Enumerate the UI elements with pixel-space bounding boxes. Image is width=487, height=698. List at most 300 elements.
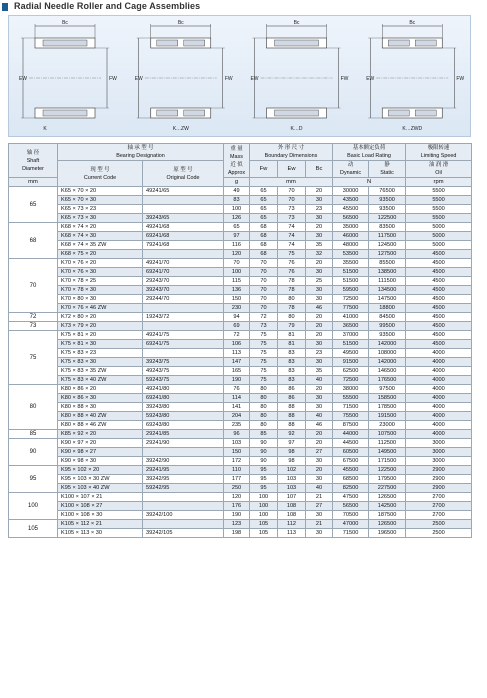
oil-speed-cell: 2500 bbox=[406, 529, 472, 538]
static-load-cell: 112500 bbox=[369, 439, 406, 448]
fw-cell: 75 bbox=[250, 376, 278, 385]
mass-cell: 230 bbox=[224, 304, 250, 313]
oil-speed-cell: 4000 bbox=[406, 349, 472, 358]
table-row bbox=[9, 421, 472, 430]
bc-cell: 20 bbox=[306, 223, 333, 232]
fw-cell: 75 bbox=[250, 340, 278, 349]
shaft-diameter-cell: 72 bbox=[9, 313, 58, 322]
needle-roller bbox=[275, 40, 319, 46]
fw-cell: 105 bbox=[250, 520, 278, 529]
dynamic-load-cell: 43500 bbox=[333, 196, 369, 205]
table-row bbox=[9, 529, 472, 538]
shaft-diameter-cell: 85 bbox=[9, 430, 58, 439]
current-code-cell: K72 × 80 × 20 bbox=[58, 313, 143, 322]
ew-cell: 80 bbox=[278, 313, 306, 322]
current-code-cell: K70 × 80 × 30 bbox=[58, 295, 143, 304]
bc-cell: 20 bbox=[306, 313, 333, 322]
static-load-cell: 179500 bbox=[369, 475, 406, 484]
fw-cell: 80 bbox=[250, 394, 278, 403]
original-code-cell: 39243/65 bbox=[143, 214, 224, 223]
mass-cell: 49 bbox=[224, 187, 250, 196]
dynamic-load-cell: 82500 bbox=[333, 484, 369, 493]
shaft-diameter-cell: 68 bbox=[9, 223, 58, 259]
needle-roller bbox=[184, 110, 205, 116]
mass-cell: 116 bbox=[224, 241, 250, 250]
bc-cell: 20 bbox=[306, 385, 333, 394]
mass-cell: 70 bbox=[224, 259, 250, 268]
original-code-cell: 39242/95 bbox=[143, 475, 224, 484]
shaft-diameter-cell: 80 bbox=[9, 385, 58, 430]
fw-cell: 100 bbox=[250, 502, 278, 511]
bc-cell: 30 bbox=[306, 358, 333, 367]
static-load-cell: 187500 bbox=[369, 511, 406, 520]
dynamic-load-cell: 71500 bbox=[333, 403, 369, 412]
static-load-cell: 99500 bbox=[369, 322, 406, 331]
load-header-en: Basic Load Rating bbox=[347, 153, 391, 159]
speed-unit: rpm bbox=[406, 178, 472, 187]
dynamic-load-cell: 45500 bbox=[333, 466, 369, 475]
ew-cell: 76 bbox=[278, 259, 306, 268]
current-code-cell: K65 × 70 × 20 bbox=[58, 187, 143, 196]
ew-cell: 74 bbox=[278, 241, 306, 250]
fw-header: Fw bbox=[250, 161, 278, 178]
mass-cell: 165 bbox=[224, 367, 250, 376]
static-load-cell: 97500 bbox=[369, 385, 406, 394]
bc-cell: 20 bbox=[306, 187, 333, 196]
mass-cell: 204 bbox=[224, 412, 250, 421]
dynamic-load-cell: 87500 bbox=[333, 421, 369, 430]
bc-cell: 23 bbox=[306, 349, 333, 358]
mass-cell: 65 bbox=[224, 223, 250, 232]
current-code-cell: K100 × 108 × 27 bbox=[58, 502, 143, 511]
static-load-cell: 126500 bbox=[369, 520, 406, 529]
dynamic-load-cell: 45500 bbox=[333, 205, 369, 214]
fw-cell: 65 bbox=[250, 205, 278, 214]
table-row bbox=[9, 331, 472, 340]
static-load-cell: 142000 bbox=[369, 358, 406, 367]
oil-speed-cell: 2700 bbox=[406, 502, 472, 511]
original-code-cell bbox=[143, 196, 224, 205]
original-code-cell bbox=[143, 322, 224, 331]
mass-cell: 126 bbox=[224, 214, 250, 223]
current-code-cell: K68 × 74 × 20 bbox=[58, 223, 143, 232]
mass-cell: 136 bbox=[224, 286, 250, 295]
load-unit: N bbox=[333, 178, 406, 187]
table-row bbox=[9, 385, 472, 394]
mass-cell: 72 bbox=[224, 331, 250, 340]
bc-cell: 32 bbox=[306, 250, 333, 259]
ew-cell: 113 bbox=[278, 529, 306, 538]
oil-speed-cell: 2900 bbox=[406, 484, 472, 493]
dynamic-load-cell: 60500 bbox=[333, 448, 369, 457]
static-load-cell: 171500 bbox=[369, 457, 406, 466]
oil-speed-cell: 4500 bbox=[406, 259, 472, 268]
dynamic-load-cell: 51500 bbox=[333, 277, 369, 286]
ew-cell: 74 bbox=[278, 223, 306, 232]
diagram-caption: K bbox=[43, 126, 47, 132]
table-row bbox=[9, 250, 472, 259]
original-code-cell: 69243/80 bbox=[143, 421, 224, 430]
oil-speed-cell: 5500 bbox=[406, 214, 472, 223]
table-row bbox=[9, 196, 472, 205]
dynamic-load-cell: 59500 bbox=[333, 286, 369, 295]
oil-speed-cell: 4500 bbox=[406, 340, 472, 349]
mass-header-en1: Mass bbox=[230, 153, 243, 160]
ew-cell: 78 bbox=[278, 286, 306, 295]
fw-cell: 90 bbox=[250, 448, 278, 457]
static-load-cell: 146500 bbox=[369, 367, 406, 376]
current-code-cell: K70 × 76 × 30 bbox=[58, 268, 143, 277]
oil-speed-cell: 4000 bbox=[406, 385, 472, 394]
mass-cell: 150 bbox=[224, 295, 250, 304]
static-load-cell: 191500 bbox=[369, 412, 406, 421]
current-code-cell: K70 × 78 × 25 bbox=[58, 277, 143, 286]
fw-cell: 68 bbox=[250, 232, 278, 241]
original-code-cell: 19243/72 bbox=[143, 313, 224, 322]
oil-header bbox=[406, 161, 472, 178]
table-row bbox=[9, 313, 472, 322]
bc-cell: 35 bbox=[306, 241, 333, 250]
static-load-cell: 76500 bbox=[369, 187, 406, 196]
needle-roller bbox=[415, 110, 436, 116]
table-row bbox=[9, 340, 472, 349]
table-row bbox=[9, 223, 472, 232]
fw-label: FW bbox=[340, 76, 349, 82]
mass-cell: 177 bbox=[224, 475, 250, 484]
current-code-cell: K95 × 103 × 40 ZW bbox=[58, 484, 143, 493]
current-code-cell: K68 × 74 × 35 ZW bbox=[58, 241, 143, 250]
dynamic-load-cell: 72500 bbox=[333, 376, 369, 385]
ew-cell: 102 bbox=[278, 466, 306, 475]
ew-cell: 88 bbox=[278, 421, 306, 430]
shaft-diameter-cell: 75 bbox=[9, 331, 58, 385]
ew-header: Ew bbox=[278, 161, 306, 178]
table-row bbox=[9, 205, 472, 214]
table-row bbox=[9, 322, 472, 331]
original-code-cell: 49241/75 bbox=[143, 331, 224, 340]
mass-cell: 235 bbox=[224, 421, 250, 430]
fw-cell: 70 bbox=[250, 259, 278, 268]
oil-header-cn: 油 润 滑 bbox=[428, 162, 449, 168]
static-load-cell: 178500 bbox=[369, 403, 406, 412]
diagram-caption: K…ZW bbox=[172, 126, 189, 132]
fw-cell: 95 bbox=[250, 466, 278, 475]
bearing-cross-section-diagrams bbox=[9, 16, 472, 138]
bc-cell: 20 bbox=[306, 439, 333, 448]
speed-header-cn: 极限转速 bbox=[427, 145, 450, 151]
needle-roller bbox=[415, 40, 436, 46]
oil-speed-cell: 2900 bbox=[406, 475, 472, 484]
oil-speed-cell: 4500 bbox=[406, 295, 472, 304]
oil-speed-cell: 4000 bbox=[406, 412, 472, 421]
mass-cell: 113 bbox=[224, 349, 250, 358]
oil-speed-cell: 4500 bbox=[406, 313, 472, 322]
oil-speed-cell: 3000 bbox=[406, 448, 472, 457]
fw-cell: 85 bbox=[250, 430, 278, 439]
original-code-cell bbox=[143, 304, 224, 313]
designation-header-cn: 轴 承 型 号 bbox=[127, 145, 154, 151]
fw-cell: 80 bbox=[250, 421, 278, 430]
current-code-header bbox=[58, 161, 143, 187]
mass-cell: 69 bbox=[224, 322, 250, 331]
dynamic-header-en: Dynamic bbox=[340, 170, 362, 176]
fw-cell: 68 bbox=[250, 223, 278, 232]
current-code-cell: K68 × 74 × 30 bbox=[58, 232, 143, 241]
page-title: Radial Needle Roller and Cage Assemblies bbox=[14, 1, 201, 11]
dynamic-load-cell: 49500 bbox=[333, 349, 369, 358]
dynamic-load-cell: 30000 bbox=[333, 187, 369, 196]
static-load-cell: 93500 bbox=[369, 196, 406, 205]
current-code-cell: K80 × 88 × 30 bbox=[58, 403, 143, 412]
fw-cell: 100 bbox=[250, 511, 278, 520]
original-code-cell bbox=[143, 349, 224, 358]
mass-cell: 172 bbox=[224, 457, 250, 466]
needle-roller bbox=[157, 40, 178, 46]
dynamic-load-cell: 71500 bbox=[333, 529, 369, 538]
bc-cell: 46 bbox=[306, 304, 333, 313]
static-load-cell: 158500 bbox=[369, 394, 406, 403]
diagram-caption: K…ZWD bbox=[402, 126, 423, 132]
dynamic-load-cell: 35500 bbox=[333, 259, 369, 268]
mass-cell: 250 bbox=[224, 484, 250, 493]
static-load-cell: 227500 bbox=[369, 484, 406, 493]
original-code-cell: 39243/70 bbox=[143, 286, 224, 295]
mass-cell: 103 bbox=[224, 439, 250, 448]
shaft-diameter-header bbox=[9, 144, 58, 178]
oil-speed-cell: 4500 bbox=[406, 304, 472, 313]
current-code-cell: K75 × 81 × 20 bbox=[58, 331, 143, 340]
bc-cell: 30 bbox=[306, 457, 333, 466]
title-marker bbox=[2, 3, 8, 11]
original-code-header bbox=[143, 161, 224, 187]
original-code-header-en: Original Code bbox=[166, 174, 200, 181]
original-code-cell: 49241/70 bbox=[143, 259, 224, 268]
current-code-cell: K95 × 102 × 20 bbox=[58, 466, 143, 475]
table-row bbox=[9, 493, 472, 502]
shaft-diameter-cell: 65 bbox=[9, 187, 58, 223]
bc-cell: 25 bbox=[306, 277, 333, 286]
fw-cell: 70 bbox=[250, 286, 278, 295]
fw-cell: 75 bbox=[250, 358, 278, 367]
ew-cell: 108 bbox=[278, 502, 306, 511]
bc-cell: 21 bbox=[306, 493, 333, 502]
fw-label: FW bbox=[224, 76, 233, 82]
original-code-cell bbox=[143, 493, 224, 502]
mass-unit: g bbox=[224, 178, 250, 187]
mass-cell: 147 bbox=[224, 358, 250, 367]
ew-cell: 103 bbox=[278, 475, 306, 484]
static-load-cell: 85500 bbox=[369, 259, 406, 268]
needle-roller bbox=[184, 40, 205, 46]
table-row bbox=[9, 286, 472, 295]
original-code-cell: 59242/95 bbox=[143, 484, 224, 493]
dynamic-load-cell: 41000 bbox=[333, 313, 369, 322]
mass-cell: 115 bbox=[224, 277, 250, 286]
dynamic-load-cell: 55500 bbox=[333, 394, 369, 403]
mass-cell: 150 bbox=[224, 448, 250, 457]
dynamic-load-cell: 70500 bbox=[333, 511, 369, 520]
ew-cell: 78 bbox=[278, 304, 306, 313]
mass-cell: 110 bbox=[224, 466, 250, 475]
oil-speed-cell: 2700 bbox=[406, 511, 472, 520]
bc-cell: 30 bbox=[306, 286, 333, 295]
table-row bbox=[9, 277, 472, 286]
mass-cell: 176 bbox=[224, 502, 250, 511]
fw-label: FW bbox=[109, 76, 117, 82]
ew-cell: 79 bbox=[278, 322, 306, 331]
dynamic-load-cell: 48000 bbox=[333, 241, 369, 250]
needle-roller bbox=[388, 110, 409, 116]
current-code-cell: K73 × 79 × 20 bbox=[58, 322, 143, 331]
shaft-diameter-cell: 95 bbox=[9, 466, 58, 493]
current-code-cell: K70 × 78 × 30 bbox=[58, 286, 143, 295]
current-code-cell: K68 × 75 × 20 bbox=[58, 250, 143, 259]
table-row bbox=[9, 295, 472, 304]
ew-cell: 98 bbox=[278, 448, 306, 457]
dynamic-load-cell: 36500 bbox=[333, 322, 369, 331]
current-code-cell: K80 × 86 × 20 bbox=[58, 385, 143, 394]
table-row bbox=[9, 502, 472, 511]
needle-roller bbox=[388, 40, 409, 46]
oil-speed-cell: 4500 bbox=[406, 286, 472, 295]
bc-cell: 21 bbox=[306, 520, 333, 529]
bc-cell: 30 bbox=[306, 511, 333, 520]
static-load-cell: 93500 bbox=[369, 205, 406, 214]
static-load-cell: 176500 bbox=[369, 376, 406, 385]
dynamic-load-cell: 46000 bbox=[333, 232, 369, 241]
shaft-diameter-cell: 105 bbox=[9, 520, 58, 538]
dynamic-load-cell: 75500 bbox=[333, 412, 369, 421]
oil-speed-cell: 5000 bbox=[406, 232, 472, 241]
boundary-dimensions-header bbox=[250, 144, 333, 161]
oil-speed-cell: 4500 bbox=[406, 331, 472, 340]
dynamic-load-cell: 56500 bbox=[333, 214, 369, 223]
shaft-unit: mm bbox=[9, 178, 58, 187]
current-code-cell: K105 × 113 × 30 bbox=[58, 529, 143, 538]
ew-cell: 73 bbox=[278, 214, 306, 223]
table-row bbox=[9, 358, 472, 367]
original-code-cell: 49241/65 bbox=[143, 187, 224, 196]
static-load-cell: 122500 bbox=[369, 214, 406, 223]
static-load-cell: 142500 bbox=[369, 502, 406, 511]
current-code-cell: K80 × 86 × 30 bbox=[58, 394, 143, 403]
mass-cell: 100 bbox=[224, 205, 250, 214]
load-header-cn: 基本额定负荷 bbox=[352, 145, 386, 151]
ew-label: EW bbox=[250, 76, 259, 82]
oil-header-en: Oil bbox=[435, 170, 442, 176]
static-load-cell: 127500 bbox=[369, 250, 406, 259]
bc-cell: 20 bbox=[306, 466, 333, 475]
needle-roller bbox=[43, 40, 87, 46]
table-row bbox=[9, 439, 472, 448]
current-code-cell: K90 × 98 × 30 bbox=[58, 457, 143, 466]
bc-cell: 27 bbox=[306, 448, 333, 457]
static-load-cell: 142000 bbox=[369, 340, 406, 349]
dynamic-load-cell: 56500 bbox=[333, 502, 369, 511]
static-load-cell: 93500 bbox=[369, 331, 406, 340]
ew-cell: 107 bbox=[278, 493, 306, 502]
original-code-cell: 69241/70 bbox=[143, 268, 224, 277]
bc-cell: 30 bbox=[306, 403, 333, 412]
oil-speed-cell: 4500 bbox=[406, 322, 472, 331]
original-code-cell bbox=[143, 502, 224, 511]
ew-cell: 81 bbox=[278, 331, 306, 340]
shaft-diameter-cell: 70 bbox=[9, 259, 58, 313]
original-code-cell: 39242/90 bbox=[143, 457, 224, 466]
table-row bbox=[9, 394, 472, 403]
dims-header-cn: 外 形 尺 寸 bbox=[277, 145, 305, 151]
ew-cell: 81 bbox=[278, 340, 306, 349]
original-code-cell bbox=[143, 205, 224, 214]
table-row bbox=[9, 430, 472, 439]
fw-cell: 80 bbox=[250, 403, 278, 412]
ew-cell: 97 bbox=[278, 439, 306, 448]
dynamic-load-cell: 47000 bbox=[333, 520, 369, 529]
table-row bbox=[9, 511, 472, 520]
ew-cell: 86 bbox=[278, 385, 306, 394]
fw-cell: 75 bbox=[250, 331, 278, 340]
original-code-cell: 29244/70 bbox=[143, 295, 224, 304]
bc-cell: 20 bbox=[306, 259, 333, 268]
current-code-cell: K70 × 76 × 46 ZW bbox=[58, 304, 143, 313]
bc-cell: 30 bbox=[306, 268, 333, 277]
oil-speed-cell: 4000 bbox=[406, 358, 472, 367]
table-row bbox=[9, 349, 472, 358]
static-load-cell: 196500 bbox=[369, 529, 406, 538]
oil-speed-cell: 4000 bbox=[406, 421, 472, 430]
oil-speed-cell: 5500 bbox=[406, 205, 472, 214]
shaft-header-en1: Shaft bbox=[26, 157, 40, 164]
shaft-diameter-cell: 100 bbox=[9, 493, 58, 520]
current-code-cell: K65 × 70 × 30 bbox=[58, 196, 143, 205]
oil-speed-cell: 4000 bbox=[406, 403, 472, 412]
bc-cell: 23 bbox=[306, 205, 333, 214]
current-code-cell: K70 × 76 × 20 bbox=[58, 259, 143, 268]
ew-cell: 74 bbox=[278, 232, 306, 241]
original-code-cell: 39243/75 bbox=[143, 358, 224, 367]
mass-cell: 190 bbox=[224, 376, 250, 385]
oil-speed-cell: 3000 bbox=[406, 457, 472, 466]
static-load-cell: 124500 bbox=[369, 241, 406, 250]
current-code-cell: K65 × 73 × 23 bbox=[58, 205, 143, 214]
mass-cell: 190 bbox=[224, 511, 250, 520]
bc-cell: 30 bbox=[306, 214, 333, 223]
dynamic-load-cell: 44000 bbox=[333, 430, 369, 439]
dynamic-load-cell: 51500 bbox=[333, 340, 369, 349]
dynamic-load-cell: 67500 bbox=[333, 457, 369, 466]
bc-label: Bc bbox=[62, 20, 68, 26]
dynamic-header-cn: 动 bbox=[347, 162, 354, 168]
bc-cell: 20 bbox=[306, 331, 333, 340]
oil-speed-cell: 3000 bbox=[406, 439, 472, 448]
fw-cell: 72 bbox=[250, 313, 278, 322]
bc-cell: 30 bbox=[306, 196, 333, 205]
bc-cell: 20 bbox=[306, 322, 333, 331]
table-row bbox=[9, 475, 472, 484]
mass-cell: 106 bbox=[224, 340, 250, 349]
dynamic-load-cell: 35000 bbox=[333, 223, 369, 232]
current-code-cell: K90 × 98 × 27 bbox=[58, 448, 143, 457]
designation-header-en: Bearing Designation bbox=[116, 153, 165, 159]
fw-cell: 70 bbox=[250, 295, 278, 304]
original-code-cell: 29243/70 bbox=[143, 277, 224, 286]
limiting-speed-header bbox=[406, 144, 472, 161]
mass-cell: 120 bbox=[224, 250, 250, 259]
original-code-cell: 79241/68 bbox=[143, 241, 224, 250]
fw-cell: 100 bbox=[250, 493, 278, 502]
oil-speed-cell: 5000 bbox=[406, 223, 472, 232]
bc-label: Bc bbox=[409, 20, 416, 26]
